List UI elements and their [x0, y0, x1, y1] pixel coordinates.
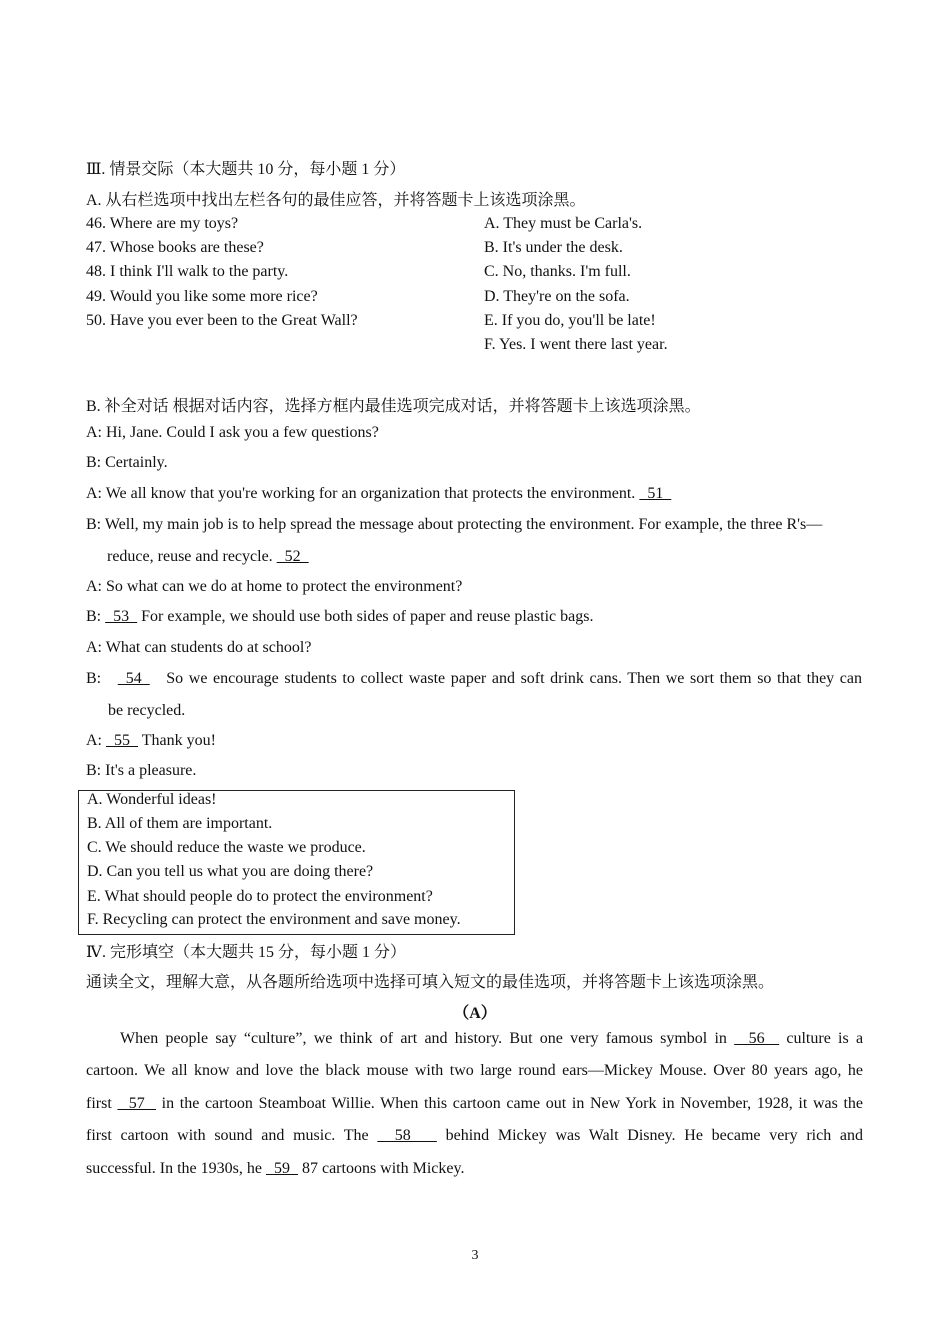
blank-59[interactable]: 59	[265, 1159, 298, 1177]
passage-line-4-text-a: first cartoon with sound and music. The	[86, 1127, 369, 1145]
dialogue-line-9	[86, 670, 862, 688]
dialogue-line-7-text: For example, we should use both sides of paper and reuse plastic bags.	[141, 608, 594, 625]
passage-line-2: cartoon. We all know and love the black mouse with two large round ears—Mickey Mouse. Over 80 years ago, he	[86, 1062, 863, 1080]
passage-line-3	[86, 1088, 863, 1120]
passage-line-5	[86, 1153, 863, 1185]
blank-55[interactable]: 55	[106, 732, 138, 749]
dialogue-line-7	[86, 608, 593, 626]
dialogue-line-3-text: A: We all know that you're working for an organization that protects the environment.	[86, 485, 636, 502]
question-49: 49. Would you like some more rice?	[86, 288, 318, 305]
option-e: E. What should people do to protect the environment?	[87, 888, 433, 905]
speaker-b: B:	[86, 608, 102, 625]
dialogue-line-3	[86, 485, 671, 503]
blank-54[interactable]: 54	[117, 670, 150, 687]
answer-b: B. It's under the desk.	[484, 239, 623, 256]
blank-52[interactable]: 52	[276, 548, 309, 565]
part-b-instruction: B. 补全对话 根据对话内容，选择方框内最佳选项完成对话，并将答题卡上该选项涂黑。	[86, 398, 701, 415]
dialogue-line-2: B: Certainly.	[86, 454, 168, 471]
answer-a: A. They must be Carla's.	[484, 215, 643, 232]
passage-line-4	[86, 1120, 863, 1152]
option-d: D. Can you tell us what you are doing there?	[87, 863, 374, 880]
blank-57[interactable]: 57	[117, 1094, 157, 1112]
page-number: 3	[471, 1248, 479, 1263]
question-46: 46. Where are my toys?	[86, 215, 239, 232]
dialogue-line-9-text: So we encourage students to collect waste paper and soft drink cans. Then we sort them so that they can	[166, 670, 862, 687]
passage-line-1	[86, 1023, 863, 1055]
question-50: 50. Have you ever been to the Great Wall?	[86, 312, 358, 329]
blank-56[interactable]: 56	[734, 1030, 780, 1047]
speaker-b: B:	[86, 670, 102, 687]
passage-line-4-text-b: behind Mickey was Walt Disney. He became very rich and	[445, 1127, 864, 1145]
option-c: C. We should reduce the waste we produce.	[87, 839, 366, 856]
passage-label: （A）	[453, 1005, 497, 1022]
dialogue-line-5	[107, 548, 309, 566]
answer-e: E. If you do, you'll be late!	[484, 312, 656, 329]
section-3-heading: Ⅲ. 情景交际（本大题共 10 分，每小题 1 分）	[86, 161, 406, 178]
blank-51[interactable]: 51	[639, 485, 672, 502]
passage-line-5-text-b: 87 cartoons with Mickey.	[301, 1159, 465, 1177]
dialogue-line-10: be recycled.	[108, 702, 186, 719]
dialogue-line-12: B: It's a pleasure.	[86, 762, 197, 779]
blank-58[interactable]: 58	[377, 1127, 437, 1145]
options-box	[78, 790, 515, 935]
option-f: F. Recycling can protect the environment and save money.	[87, 911, 461, 928]
section-4-heading: Ⅳ. 完形填空（本大题共 15 分，每小题 1 分）	[86, 944, 406, 961]
dialogue-line-11-text: Thank you!	[141, 732, 216, 749]
speaker-a: A:	[86, 732, 102, 749]
passage-line-3-text-b: in the cartoon Steamboat Willie. When this cartoon came out in New York in November, 1928, it was the	[161, 1094, 864, 1112]
dialogue-line-11	[86, 732, 216, 750]
dialogue-line-5-text: reduce, reuse and recycle.	[107, 548, 273, 565]
answer-c: C. No, thanks. I'm full.	[484, 263, 631, 280]
passage-line-1-text-a: When people say “culture”, we think of art and history. But one very famous symbol in	[120, 1030, 727, 1047]
blank-53[interactable]: 53	[105, 608, 138, 625]
answer-f: F. Yes. I went there last year.	[484, 336, 668, 353]
dialogue-line-1: A: Hi, Jane. Could I ask you a few questions?	[86, 424, 379, 441]
passage-line-3-text-a: first	[86, 1094, 112, 1112]
option-a: A. Wonderful ideas!	[87, 791, 217, 808]
answer-d: D. They're on the sofa.	[484, 288, 630, 305]
dialogue-line-8: A: What can students do at school?	[86, 639, 312, 656]
question-48: 48. I think I'll walk to the party.	[86, 263, 289, 280]
dialogue-line-6: A: So what can we do at home to protect the environment?	[86, 578, 463, 595]
dialogue-line-4: B: Well, my main job is to help spread the message about protecting the environment. For example, the three R's—	[86, 516, 823, 533]
option-b: B. All of them are important.	[87, 815, 273, 832]
section-4-instruction: 通读全文，理解大意，从各题所给选项中选择可填入短文的最佳选项，并将答题卡上该选项涂黑。	[86, 974, 775, 991]
passage-line-1-text-b: culture is a	[786, 1030, 864, 1047]
question-47: 47. Whose books are these?	[86, 239, 264, 256]
passage-line-5-text-a: successful. In the 1930s, he	[86, 1159, 262, 1177]
part-a-instruction: A. 从右栏选项中找出左栏各句的最佳应答，并将答题卡上该选项涂黑。	[86, 192, 586, 209]
passage-paragraph	[86, 1023, 863, 1185]
